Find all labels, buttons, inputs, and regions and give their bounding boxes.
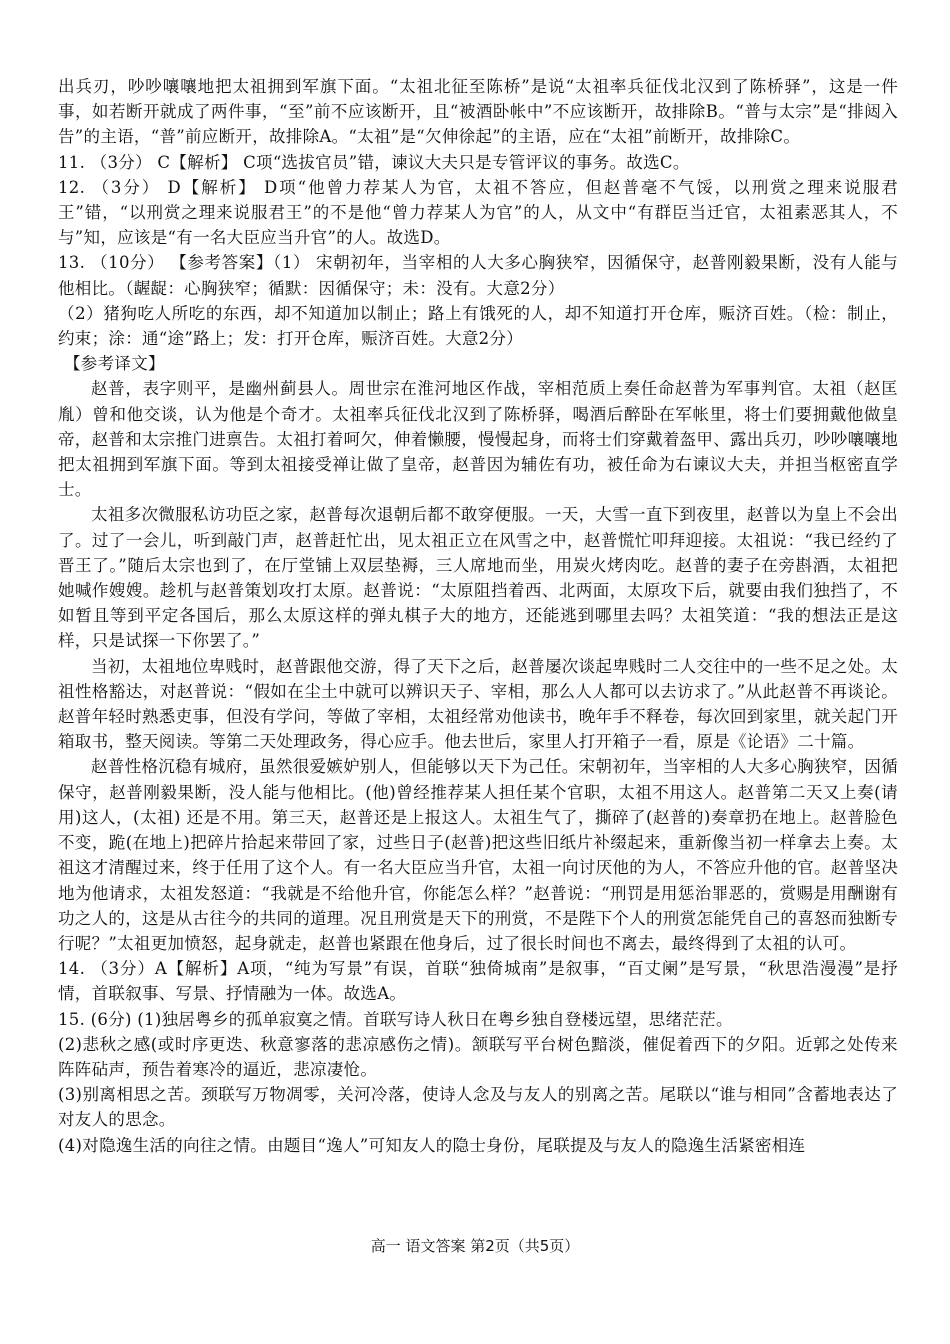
answer-15-part4: (4)对隐逸生活的向往之情。由题目“逸人”可知友人的隐士身份，尾联提及与友人的隐逸生活紧密相连 [58, 1135, 806, 1155]
paragraph-continuation: 出兵刃，吵吵嚷嚷地把太祖拥到军旗下面。“太祖北征至陈桥”是说“太祖率兵征伐北汉到了陈桥驿”，这是一件事，如若断开就成了两件事，“至”前不应该断开，且“被酒卧帐中”不应该断开，故排除B。“普与太宗”是“排闼入告”的主语，“普”前应断开，故排除A。“太祖”是“欠伸徐起”的主语，应在“太祖”前断开，故排除C。 [58, 77, 898, 147]
answer-15-part1: 15. (6分) (1)独居粤乡的孤单寂寞之情。首联写诗人秋日在粤乡独自登楼远望，思绪茫茫。 [58, 1009, 733, 1029]
reference-translation-heading: 【参考译文】 [64, 354, 165, 374]
page-footer: 高一 语文答案 第2页（共5页） [370, 1237, 580, 1255]
answer-15-part3: (3)别离相思之苦。颈联写万物凋零，关河冷落，使诗人念及与友人的别离之苦。尾联以“谁与相同”含蓄地表达了对友人的思念。 [58, 1085, 898, 1130]
translation-paragraph-1: 赵普，表字则平，是幽州蓟县人。周世宗在淮河地区作战，宰相范质上奏任命赵普为军事判官。太祖（赵匡胤）曾和他交谈，认为他是个奇才。太祖率兵征伐北汉到了陈桥驿，喝酒后醉卧在军帐里，将士们要拥戴他做皇帝，赵普和太宗推门进禀告。太祖打着呵欠，伸着懒腰，慢慢起身，而将士们穿戴着盔甲、露出兵刃，吵吵嚷嚷地把太祖拥到军旗下面。等到太祖接受禅让做了皇帝，赵普因为辅佐有功，被任命为右谏议大夫，并担当枢密直学士。 [58, 379, 898, 500]
answer-14: 14. （3分）A【解析】A项，“纯为写景”有误，首联“独倚城南”是叙事，“百丈阑”是写景，“秋思浩漫漫”是抒情，首联叙事、写景、抒情融为一体。故选A。 [58, 959, 898, 1004]
answer-12: 12. （3分） D【解析】 D项“他曾力荐某人为官，太祖不答应，但赵普毫不气馁，以刑赏之理来说服君王”错，“以刑赏之理来说服君王”的不是他“曾力荐某人为官”的人，从文中“有群臣当迁官，太祖素恶其人，不与”知，应该是“有一名大臣应当升官”的人。故选D。 [58, 177, 898, 248]
translation-paragraph-2: 太祖多次微服私访功臣之家，赵普每次退朝后都不敢穿便服。一天，大雪一直下到夜里，赵普以为皇上不会出了。过了一会儿，听到敲门声，赵普赶忙出，见太祖正立在风雪之中，赵普慌忙叩拜迎接。太祖说：“我已经约了晋王了。”随后太宗也到了，在厅堂铺上双层垫褥，三人席地而坐，用炭火烤肉吃。赵普的妻子在旁斟酒，太祖把她喊作嫂嫂。趁机与赵普策划攻打太原。赵普说：“太原阻挡着西、北两面，太原攻下后，就要由我们独挡了，不如暂且等到平定各国后，那么太原这样的弹丸棋子大的地方，还能逃到哪里去吗？太祖笑道：“我的想法正是这样，只是试探一下你罢了。” [58, 505, 898, 651]
answer-11: 11. （3分） C【解析】 C项“选拔官员”错，谏议大夫只是专管评议的事务。故选C。 [58, 152, 690, 172]
answer-13-part2: （2）猪狗吃人所吃的东西，却不知道加以制止；路上有饿死的人，却不知道打开仓库，赈济百姓。（检：制止，约束；涂：通“途”路上；发：打开仓库，赈济百姓。大意2分） [58, 303, 898, 349]
answer-13-part1: 13. （10分） 【参考答案】（1） 宋朝初年，当宰相的人大多心胸狭窄，因循保守，赵普刚毅果断，没有人能与他相比。（龌龊：心胸狭窄；循默：因循保守；未：没有。大意2分） [58, 253, 898, 298]
document-body [58, 74, 898, 1158]
translation-paragraph-3: 当初，太祖地位卑贱时，赵普跟他交游，得了天下之后，赵普屡次谈起卑贱时二人交往中的一些不足之处。太祖性格豁达，对赵普说：“假如在尘土中就可以辨识天子、宰相，那么人人都可以去访求了。”从此赵普不再谈论。赵普年轻时熟悉吏事，但没有学问，等做了宰相，太祖经常劝他读书，晚年手不释卷，每次回到家里，就关起门开箱取书，整天阅读。等第二天处理政务，得心应手。他去世后，家里人打开箱子一看，原是《论语》二十篇。 [58, 656, 898, 752]
answer-15-part2: (2)悲秋之感(或时序更迭、秋意寥落的悲凉感伤之情)。颔联写平台树色黯淡，催促着西下的夕阳。近郭之处传来阵阵砧声，预告着寒冷的逼近，悲凉凄怆。 [58, 1034, 898, 1079]
translation-paragraph-4: 赵普性格沉稳有城府，虽然很爱嫉妒别人，但能够以天下为己任。宋朝初年，当宰相的人大多心胸狭窄，因循保守，赵普刚毅果断，没人能与他相比。(他)曾经推荐某人担任某个官职，太祖不用这人。赵普第二天又上奏(请用)这人，(太祖) 还是不用。第三天，赵普还是上报这人。太祖生气了，撕碎了(赵普的)奏章扔在地上。赵普脸色不变，跪(在地上)把碎片拾起来带回了家，过些日子(赵普)把这些旧纸片补缀起来，重新像当初一样拿去上奏。太祖这才清醒过来，终于任用了这个人。有一名大臣应当升官，太祖一向讨厌他的为人，不答应升他的官。赵普坚决地为他请求，太祖发怒道：“我就是不给他升官，你能怎么样？”赵普说：“刑罚是用惩治罪恶的，赏赐是用酬谢有功之人的，这是从古往今的共同的道理。况且刑赏是天下的刑赏，不是陛下个人的刑赏怎能凭自己的喜怒而独断专行呢？”太祖更加愤怒，起身就走，赵普也紧跟在他身后，过了很长时间也不离去，最终得到了太祖的认可。 [58, 757, 898, 953]
